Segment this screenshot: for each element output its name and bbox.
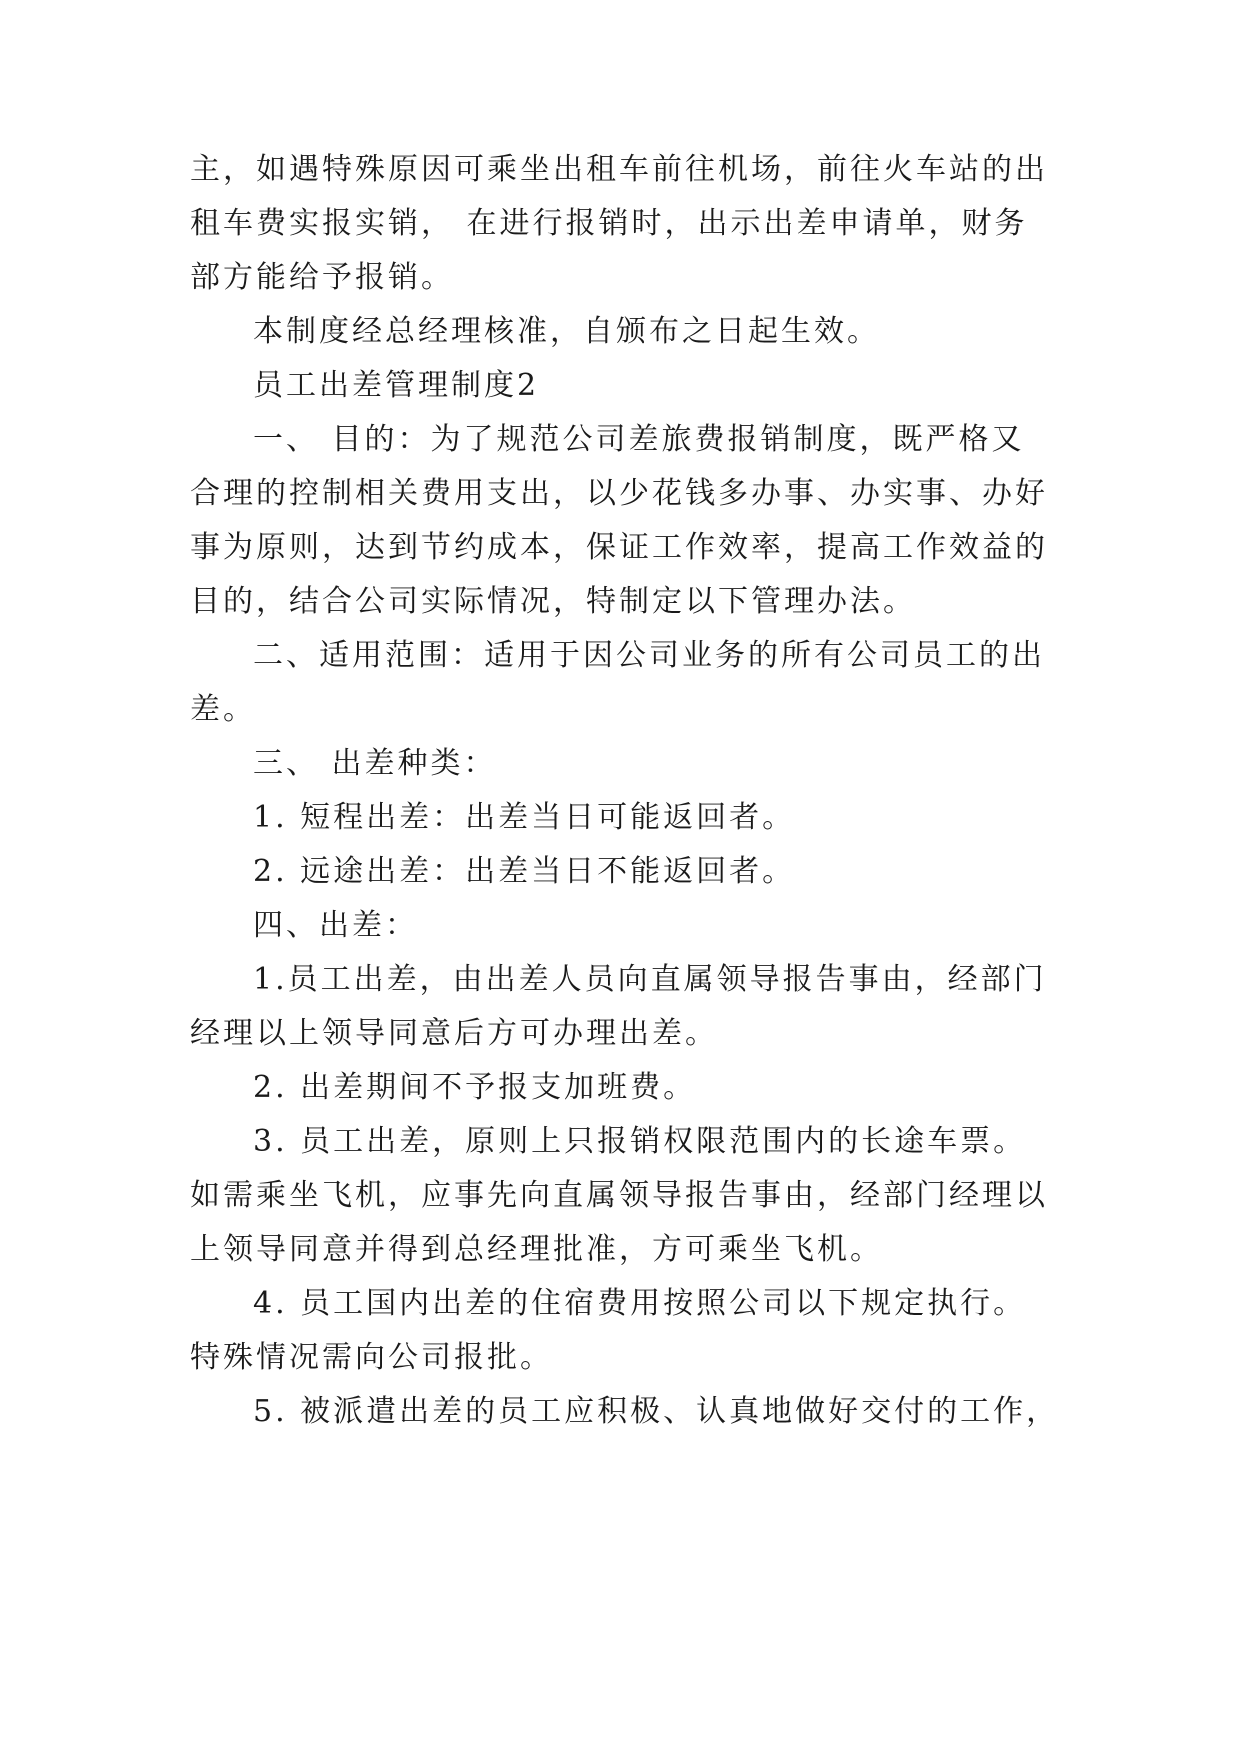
list-item: 5. 被派遣出差的员工应积极、认真地做好交付的工作， [253, 1394, 1060, 1429]
text-line: 三、 出差种类： [253, 746, 497, 781]
text-line: 租车费实报实销， 在进行报销时，出示出差申请单，财务 [190, 206, 1028, 241]
list-item: 3. 员工出差，原则上只报销权限范围内的长途车票。 [253, 1124, 1027, 1159]
text-line: 事为原则，达到节约成本，保证工作效率，提高工作效益的 [190, 530, 1048, 565]
list-item: 1.员工出差，由出差人员向直属领导报告事由，经部门 [253, 962, 1047, 997]
list-item: 2. 出差期间不予报支加班费。 [253, 1070, 697, 1105]
list-item: 2. 远途出差：出差当日不能返回者。 [253, 854, 796, 889]
text-line: 如需乘坐飞机，应事先向直属领导报告事由，经部门经理以 [190, 1178, 1048, 1213]
text-line: 四、出差： [253, 908, 418, 943]
list-item: 1. 短程出差：出差当日可能返回者。 [253, 800, 796, 835]
text-line: 上领导同意并得到总经理批准，方可乘坐飞机。 [190, 1232, 883, 1267]
text-line: 差。 [190, 692, 256, 727]
section-heading: 员工出差管理制度2 [253, 368, 540, 403]
text-line: 经理以上领导同意后方可办理出差。 [190, 1016, 718, 1051]
text-line: 一、 目的：为了规范公司差旅费报销制度，既严格又 [253, 422, 1025, 457]
text-line: 特殊情况需向公司报批。 [190, 1340, 553, 1375]
text-line: 二、适用范围：适用于因公司业务的所有公司员工的出 [253, 638, 1045, 673]
text-line: 部方能给予报销。 [190, 260, 454, 295]
text-line: 主，如遇特殊原因可乘坐出租车前往机场，前往火车站的出 [190, 152, 1048, 187]
text-line: 本制度经总经理核准，自颁布之日起生效。 [253, 314, 880, 349]
text-line: 合理的控制相关费用支出，以少花钱多办事、办实事、办好 [190, 476, 1048, 511]
list-item: 4. 员工国内出差的住宿费用按照公司以下规定执行。 [253, 1286, 1027, 1321]
text-line: 目的，结合公司实际情况，特制定以下管理办法。 [190, 584, 916, 619]
